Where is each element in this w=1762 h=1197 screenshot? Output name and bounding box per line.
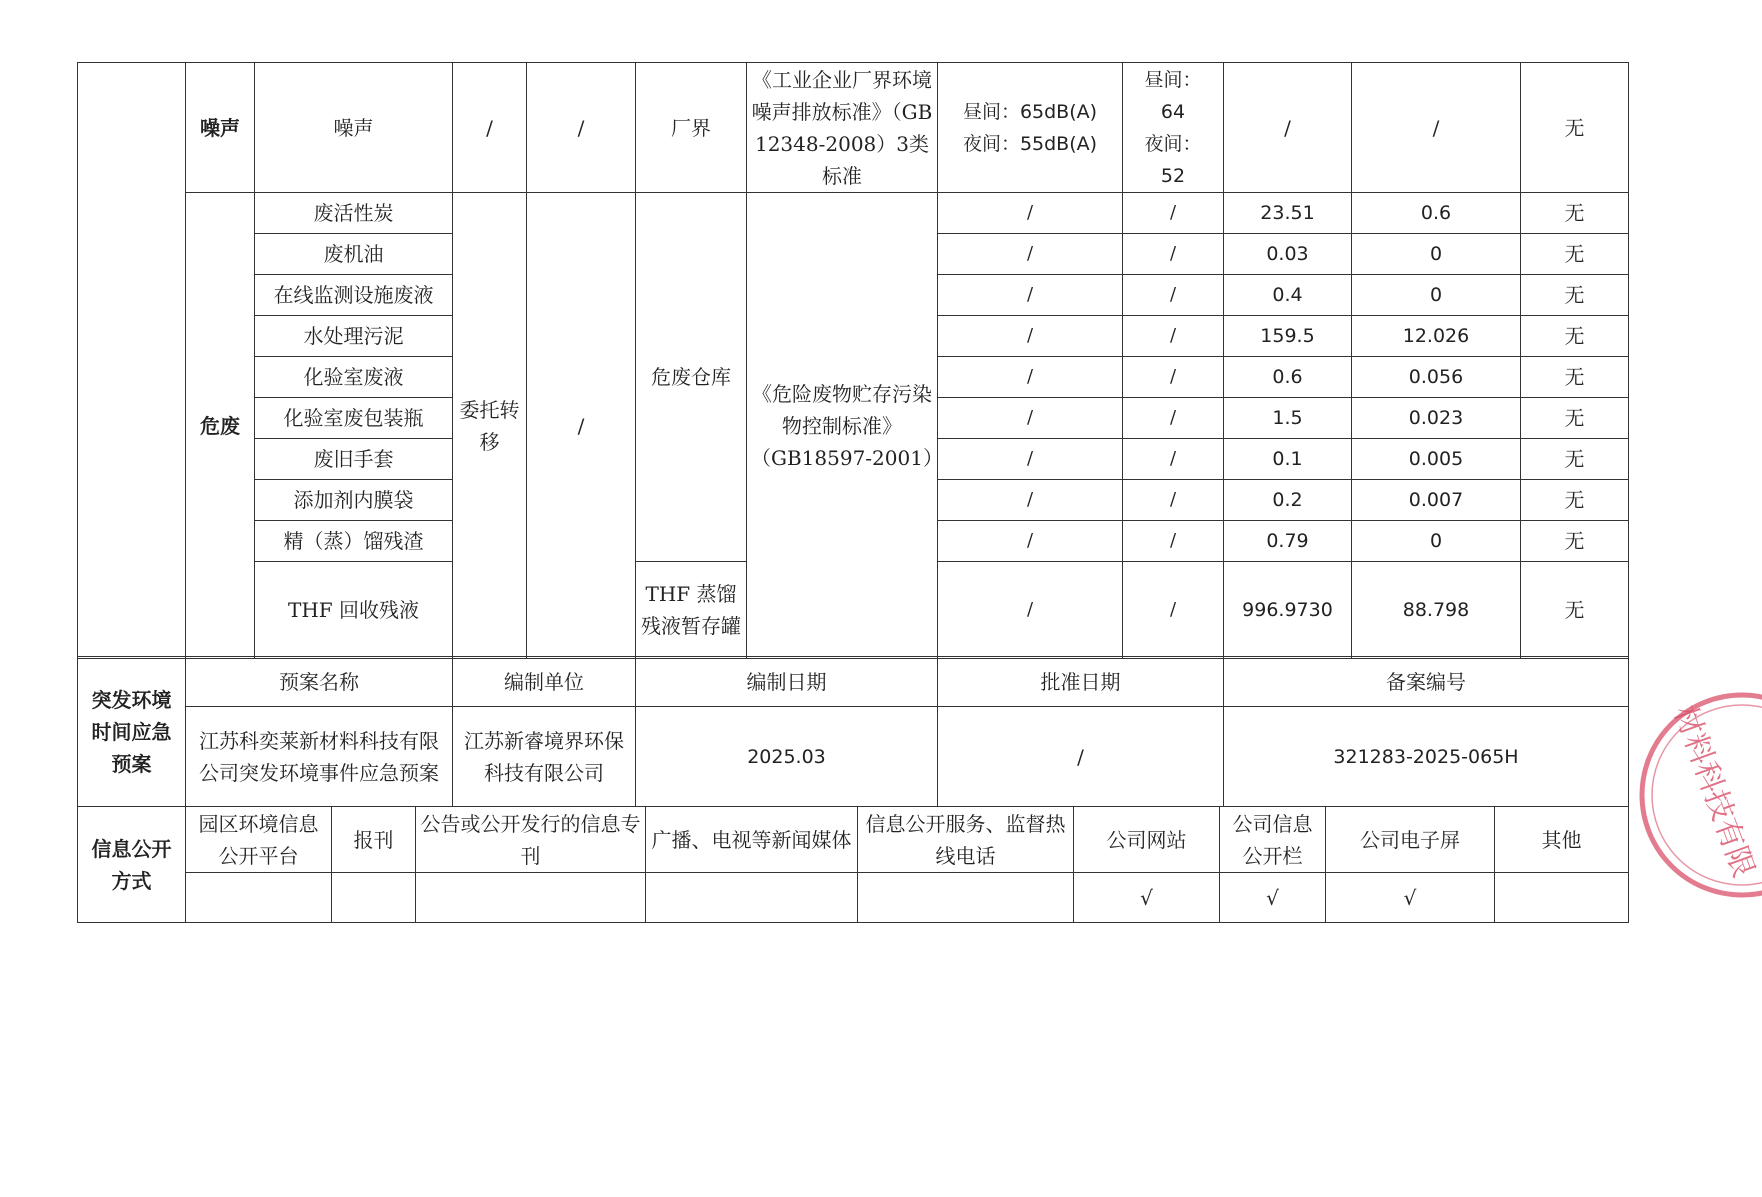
hazard-name: THF 回收残液 [255,562,453,659]
hazard-a: / [938,193,1123,234]
hazard-stock: 0.005 [1352,439,1521,480]
hazard-c4: / [527,193,636,659]
noise-c3: / [453,63,527,193]
hazard-stock: 0.056 [1352,357,1521,398]
noise-standard: 《工业企业厂界环境噪声排放标准》（GB 12348-2008）3类标准 [747,63,938,193]
left-margin-cell [78,63,186,659]
disclosure-mark [1495,873,1629,923]
hazard-exceed: 无 [1521,357,1629,398]
hazard-stock: 0 [1352,234,1521,275]
hazard-amount: 1.5 [1224,398,1352,439]
hazard-b: / [1123,316,1224,357]
noise-c10: / [1352,63,1521,193]
hazard-exceed: 无 [1521,193,1629,234]
emergency-value-row [78,707,1629,807]
disclosure-header: 园区环境信息公开平台 [186,807,332,873]
hazard-storage-thf: THF 蒸馏残液暂存罐 [636,562,747,659]
hazard-amount: 996.9730 [1224,562,1352,659]
noise-location: 厂界 [636,63,747,193]
disclosure-section-label: 信息公开方式 [78,807,186,923]
hazard-disposal: 委托转移 [453,193,527,659]
hazard-stock: 0 [1352,521,1521,562]
hazard-amount: 0.6 [1224,357,1352,398]
emergency-header: 编制日期 [636,657,938,707]
disclosure-header-row [78,807,1629,873]
hazard-stock: 0.6 [1352,193,1521,234]
noise-name: 噪声 [255,63,453,193]
disclosure-header: 公司电子屏 [1326,807,1495,873]
hazard-stock: 0.023 [1352,398,1521,439]
hazard-amount: 0.2 [1224,480,1352,521]
hazard-b: / [1123,275,1224,316]
noise-row [78,63,1629,193]
hazard-b: / [1123,480,1224,521]
disclosure-mark: √ [1220,873,1326,923]
noise-measured-night-value: 52 [1160,164,1186,187]
emergency-plan-name: 江苏科奕莱新材料科技有限公司突发环境事件应急预案 [186,707,453,807]
disclosure-table [77,806,1629,923]
noise-measured-night-label: 夜间： [1144,132,1202,155]
hazard-name: 添加剂内膜袋 [255,480,453,521]
hazard-amount: 0.1 [1224,439,1352,480]
noise-exceed: 无 [1521,63,1629,193]
emergency-header: 批准日期 [938,657,1224,707]
hazard-a: / [938,357,1123,398]
company-seal-icon [1612,680,1762,910]
disclosure-header: 公告或公开发行的信息专刊 [416,807,646,873]
hazard-exceed: 无 [1521,480,1629,521]
emergency-plan-table [77,656,1629,807]
disclosure-mark [332,873,416,923]
hazard-b: / [1123,521,1224,562]
disclosure-header: 公司信息公开栏 [1220,807,1326,873]
hazard-amount: 23.51 [1224,193,1352,234]
noise-measured [1123,63,1224,193]
emission-table [77,62,1629,659]
emergency-header: 预案名称 [186,657,453,707]
hazard-name: 水处理污泥 [255,316,453,357]
hazard-stock: 88.798 [1352,562,1521,659]
hazard-exceed: 无 [1521,316,1629,357]
disclosure-header: 其他 [1495,807,1629,873]
hazard-a: / [938,234,1123,275]
hazard-amount: 0.79 [1224,521,1352,562]
hazard-exceed: 无 [1521,234,1629,275]
hazard-row [78,193,1629,234]
hazard-exceed: 无 [1521,562,1629,659]
noise-limit [938,63,1123,193]
disclosure-mark [646,873,858,923]
hazard-b: / [1123,193,1224,234]
hazard-b: / [1123,234,1224,275]
hazard-b: / [1123,439,1224,480]
hazard-category: 危废 [186,193,255,659]
disclosure-mark: √ [1326,873,1495,923]
disclosure-mark [416,873,646,923]
hazard-standard: 《危险废物贮存污染物控制标准》（GB18597-2001） [747,193,938,659]
hazard-exceed: 无 [1521,275,1629,316]
hazard-amount: 0.4 [1224,275,1352,316]
hazard-a: / [938,521,1123,562]
emergency-header-row [78,657,1629,707]
hazard-name: 化验室废液 [255,357,453,398]
disclosure-header: 报刊 [332,807,416,873]
hazard-amount: 159.5 [1224,316,1352,357]
hazard-name: 废旧手套 [255,439,453,480]
hazard-stock: 0.007 [1352,480,1521,521]
emergency-header: 备案编号 [1224,657,1629,707]
emergency-record-no: 321283-2025-065H [1224,707,1629,807]
hazard-stock: 0 [1352,275,1521,316]
hazard-name: 在线监测设施废液 [255,275,453,316]
hazard-b: / [1123,562,1224,659]
disclosure-header: 公司网站 [1074,807,1220,873]
disclosure-mark [858,873,1074,923]
hazard-a: / [938,439,1123,480]
hazard-a: / [938,316,1123,357]
emergency-header: 编制单位 [453,657,636,707]
disclosure-header: 信息公开服务、监督热线电话 [858,807,1074,873]
hazard-a: / [938,275,1123,316]
emergency-approval: / [938,707,1224,807]
emergency-org: 江苏新睿境界环保科技有限公司 [453,707,636,807]
hazard-a: / [938,398,1123,439]
noise-limit-day: 昼间：65dB(A) [962,100,1098,123]
noise-measured-day-label: 昼间： [1144,68,1202,91]
hazard-b: / [1123,398,1224,439]
hazard-exceed: 无 [1521,521,1629,562]
hazard-stock: 12.026 [1352,316,1521,357]
disclosure-mark-row [78,873,1629,923]
seal-text: 材料科技有限 [1666,700,1761,882]
disclosure-mark [186,873,332,923]
hazard-a: / [938,480,1123,521]
noise-limit-night: 夜间：55dB(A) [962,132,1098,155]
noise-c9: / [1224,63,1352,193]
hazard-name: 废活性炭 [255,193,453,234]
disclosure-header: 广播、电视等新闻媒体 [646,807,858,873]
disclosure-mark: √ [1074,873,1220,923]
hazard-a: / [938,562,1123,659]
hazard-name: 精（蒸）馏残渣 [255,521,453,562]
noise-c4: / [527,63,636,193]
noise-measured-day-value: 64 [1160,100,1186,123]
noise-category: 噪声 [186,63,255,193]
hazard-exceed: 无 [1521,398,1629,439]
emergency-date: 2025.03 [636,707,938,807]
hazard-amount: 0.03 [1224,234,1352,275]
hazard-name: 化验室废包装瓶 [255,398,453,439]
hazard-name: 废机油 [255,234,453,275]
hazard-exceed: 无 [1521,439,1629,480]
emergency-section-label: 突发环境时间应急预案 [78,657,186,807]
hazard-b: / [1123,357,1224,398]
hazard-storage-main: 危废仓库 [636,193,747,562]
